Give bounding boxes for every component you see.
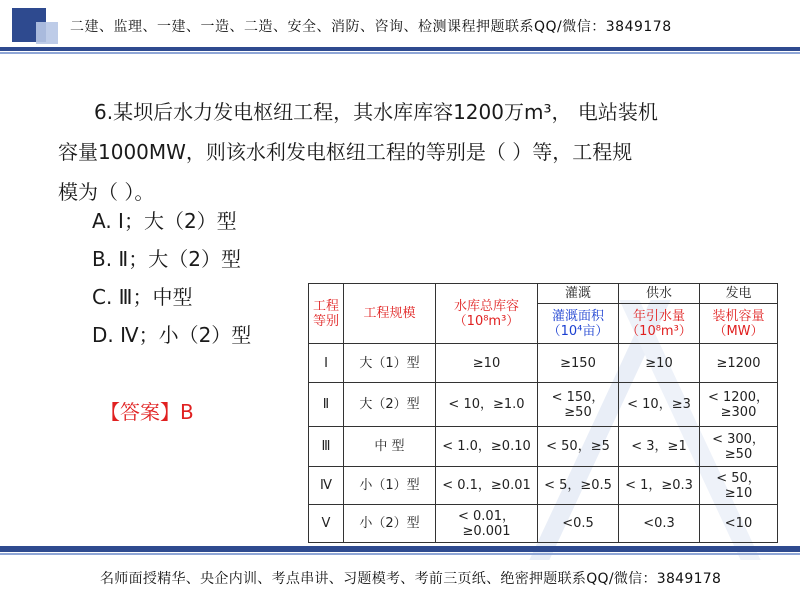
question-line-1: 6.某坝后水力发电枢纽工程，其水库库容1200万m³， 电站装机	[94, 100, 658, 124]
table-row	[309, 505, 778, 543]
header-water-supply: 供水	[619, 284, 700, 304]
cell-grade: Ⅰ	[309, 344, 344, 383]
header-divider	[0, 47, 800, 51]
cell-scale: 大（1）型	[344, 344, 436, 383]
cell-water: ≥10	[619, 344, 700, 383]
cell-water: < 3，≥1	[619, 427, 700, 467]
table-row	[309, 344, 778, 383]
cell-power: ≥1200	[700, 344, 778, 383]
header-grade: 工程 等别	[309, 284, 344, 344]
header-reservoir: 水库总库容 （10⁸m³）	[436, 284, 538, 344]
cell-scale: 小（1）型	[344, 467, 436, 505]
header-irrigation-area: 灌溉面积 （10⁴亩）	[538, 304, 619, 344]
cell-power: < 1200， ≥300	[700, 383, 778, 427]
cell-reservoir: < 10，≥1.0	[436, 383, 538, 427]
answer-text: 【答案】B	[100, 400, 194, 424]
cell-grade: Ⅳ	[309, 467, 344, 505]
cell-irrigation: < 150， ≥50	[538, 383, 619, 427]
cell-water: <0.3	[619, 505, 700, 543]
table-row	[309, 467, 778, 505]
cell-water: < 10，≥3	[619, 383, 700, 427]
header-scale: 工程规模	[344, 284, 436, 344]
cell-grade: Ⅱ	[309, 383, 344, 427]
question-line-3: 模为（ ）。	[58, 180, 155, 204]
logo-square-light	[36, 22, 58, 44]
cell-power: < 300， ≥50	[700, 427, 778, 467]
cell-grade: Ⅴ	[309, 505, 344, 543]
cell-power: < 50， ≥10	[700, 467, 778, 505]
cell-power: <10	[700, 505, 778, 543]
header-irrigation: 灌溉	[538, 284, 619, 304]
cell-irrigation: ≥150	[538, 344, 619, 383]
cell-grade: Ⅲ	[309, 427, 344, 467]
grading-table	[308, 283, 778, 543]
cell-reservoir: < 0.01， ≥0.001	[436, 505, 538, 543]
table-row	[309, 427, 778, 467]
header-divider-light	[0, 52, 800, 54]
cell-irrigation: < 5，≥0.5	[538, 467, 619, 505]
cell-scale: 大（2）型	[344, 383, 436, 427]
option-a: A. Ⅰ；大（2）型	[92, 209, 237, 233]
footer-divider	[0, 546, 800, 552]
header-power: 发电	[700, 284, 778, 304]
cell-irrigation: <0.5	[538, 505, 619, 543]
table-row	[309, 383, 778, 427]
cell-scale: 中 型	[344, 427, 436, 467]
footer-divider-light	[0, 553, 800, 555]
cell-reservoir: < 1.0，≥0.10	[436, 427, 538, 467]
cell-scale: 小（2）型	[344, 505, 436, 543]
header-installed-capacity: 装机容量 （MW）	[700, 304, 778, 344]
cell-reservoir: < 0.1，≥0.01	[436, 467, 538, 505]
option-b: B. Ⅱ；大（2）型	[92, 247, 242, 271]
option-d: D. Ⅳ；小（2）型	[92, 323, 252, 347]
cell-irrigation: < 50，≥5	[538, 427, 619, 467]
header-annual-water: 年引水量 （10⁸m³）	[619, 304, 700, 344]
question-line-2: 容量1000MW，则该水利发电枢纽工程的等别是（ ）等，工程规	[58, 140, 633, 164]
footer-contact-text: 名师面授精华、央企内训、考点串讲、习题模考、考前三页纸、绝密押题联系QQ/微信：3849178	[100, 571, 722, 587]
cell-reservoir: ≥10	[436, 344, 538, 383]
option-c: C. Ⅲ；中型	[92, 285, 193, 309]
cell-water: < 1，≥0.3	[619, 467, 700, 505]
question-text	[58, 92, 748, 212]
header-contact-text: 二建、监理、一建、一造、二造、安全、消防、咨询、检测课程押题联系QQ/微信：3849178	[70, 19, 672, 35]
